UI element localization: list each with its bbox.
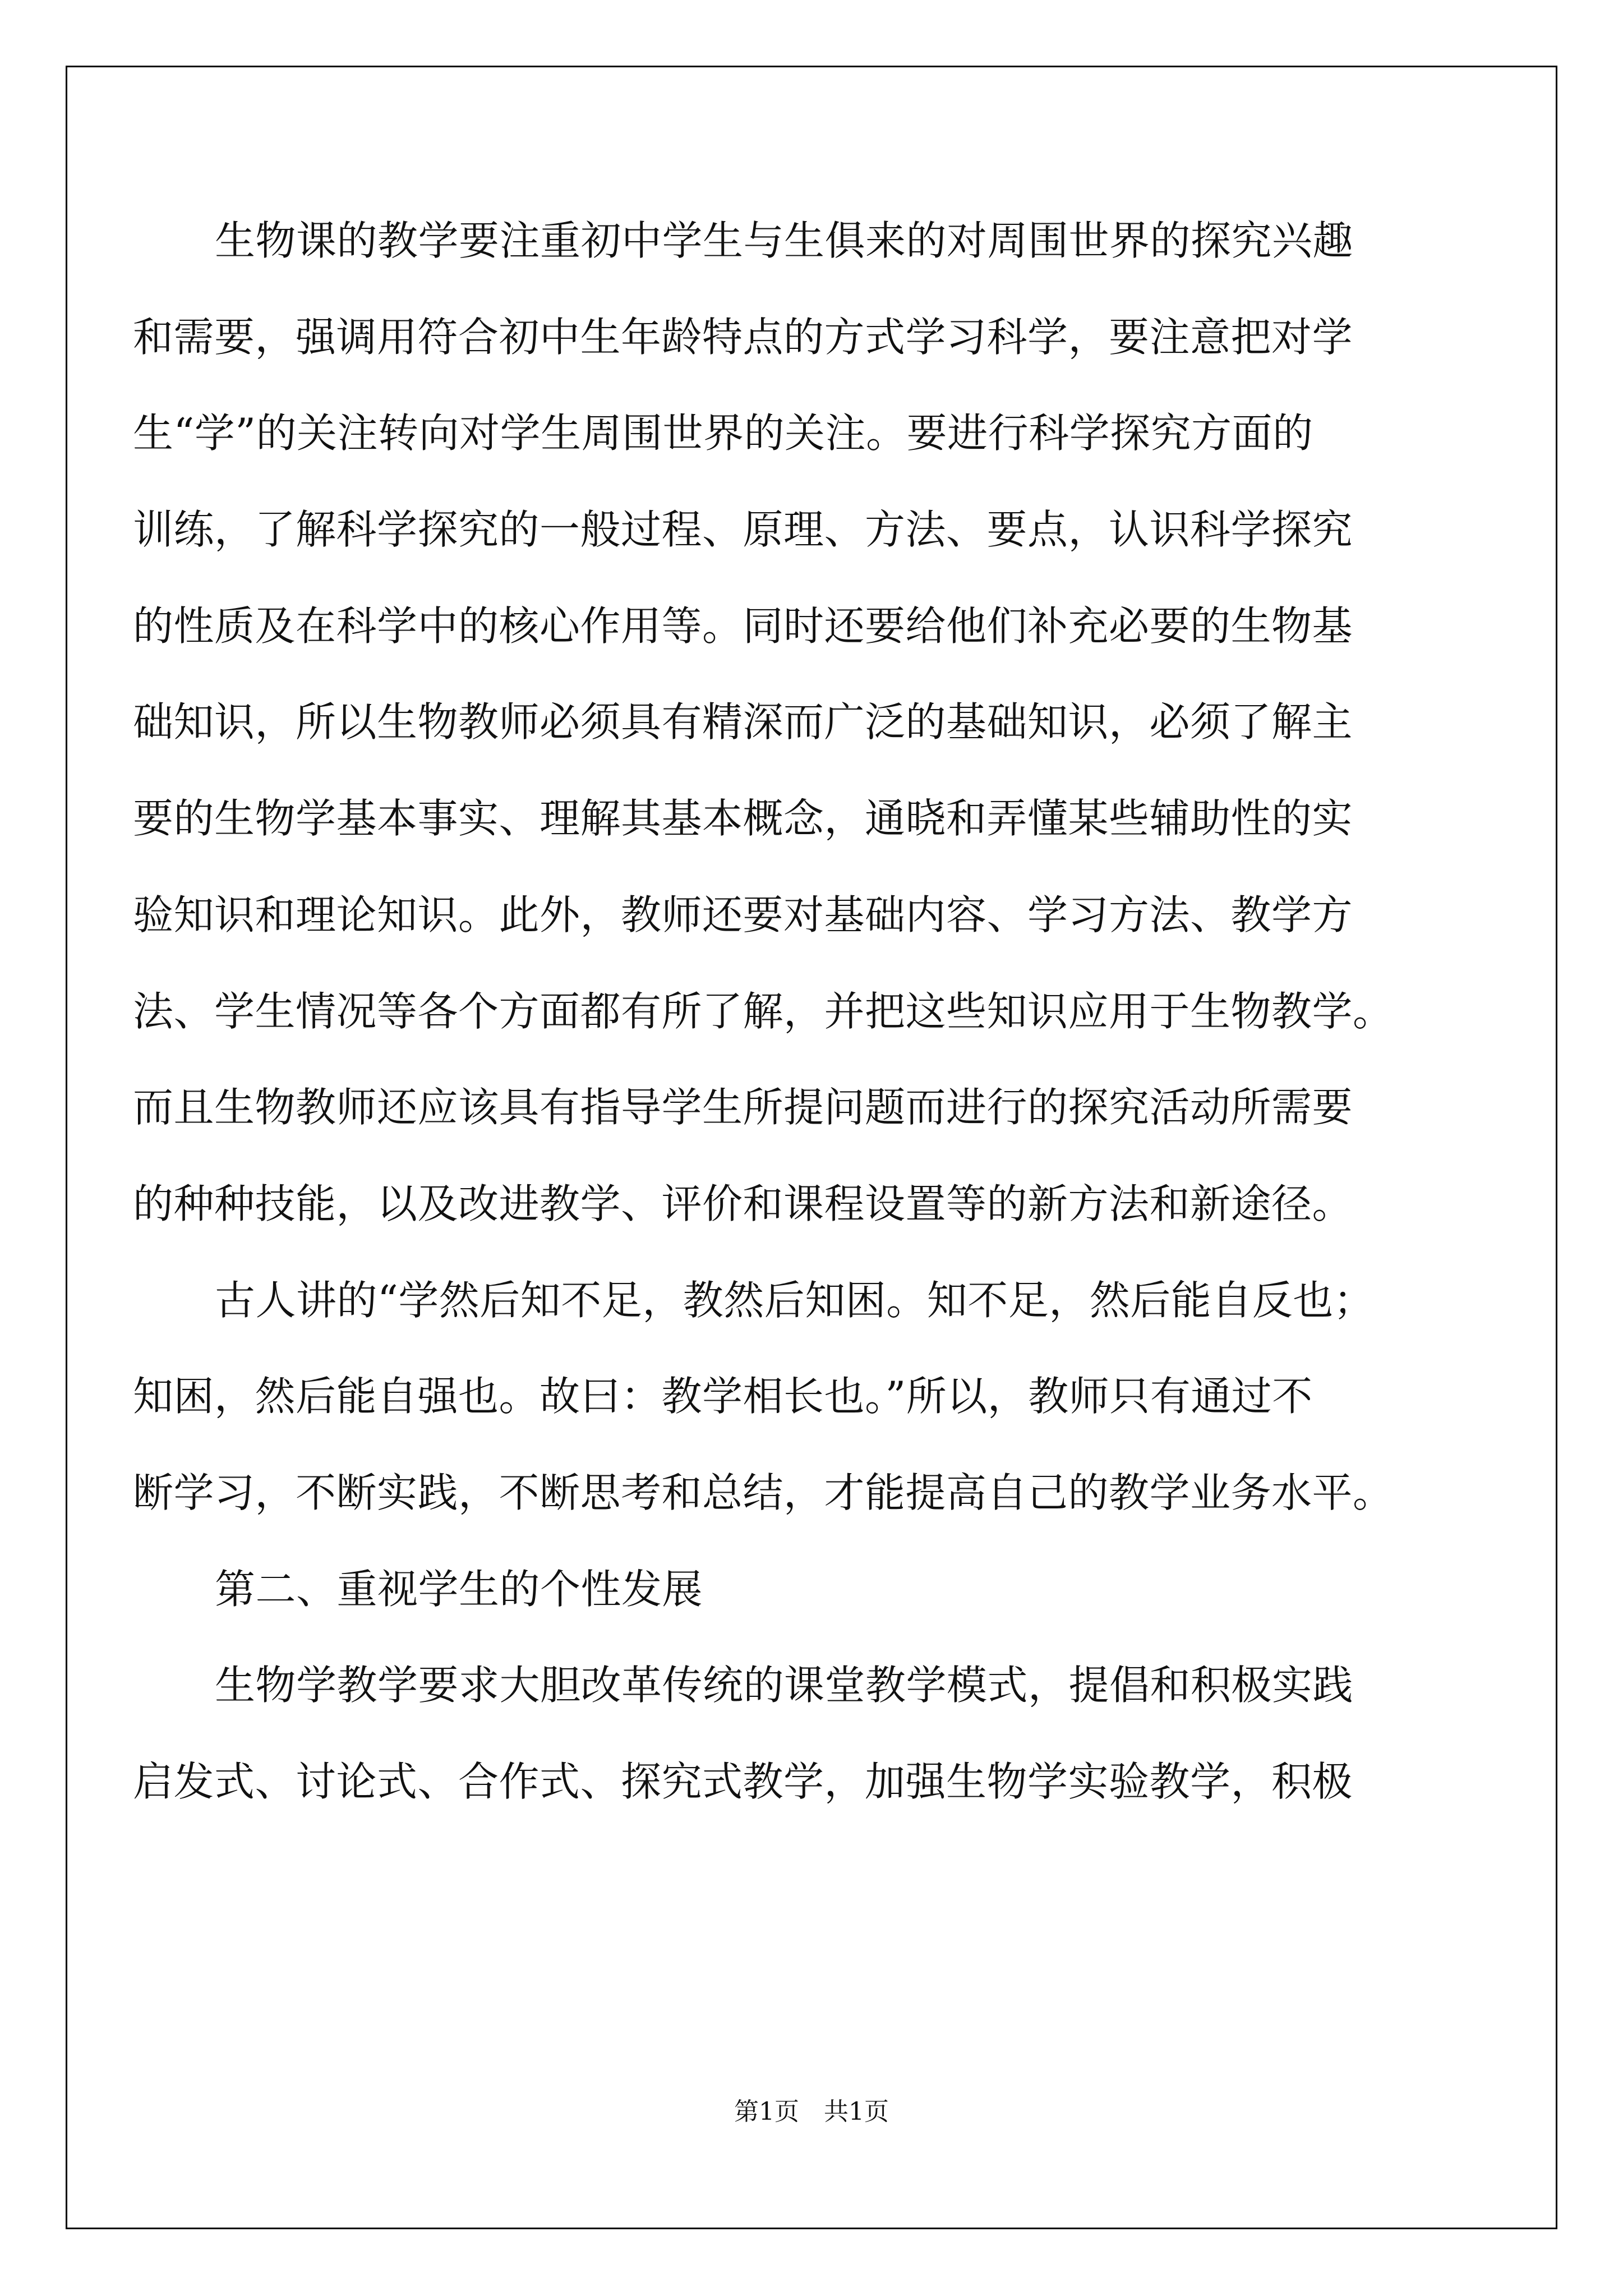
- text-line: 启发式、讨论式、合作式、探究式教学，加强生物学实验教学，积极: [133, 1758, 1353, 1805]
- text-line: 础知识，所以生物教师必须具有精深而广泛的基础知识，必须了解主: [133, 698, 1353, 746]
- text-line: 而且生物教师还应该具有指导学生所提问题而进行的探究活动所需要: [133, 1084, 1353, 1131]
- text-line: 知困，然后能自强也。故曰：教学相长也。”所以，教师只有通过不: [133, 1373, 1313, 1420]
- text-line: 验知识和理论知识。此外，教师还要对基础内容、学习方法、教学方: [133, 891, 1353, 938]
- text-line: 的种种技能，以及改进教学、评价和课程设置等的新方法和新途径。: [133, 1180, 1353, 1227]
- text-line: 生“学”的关注转向对学生周围世界的关注。要进行科学探究方面的: [133, 409, 1313, 457]
- text-line: 要的生物学基本事实、理解其基本概念，通晓和弄懂某些辅助性的实: [133, 795, 1353, 843]
- text-line: 生物课的教学要注重初中学生与生俱来的对周围世界的探究兴趣: [215, 217, 1354, 264]
- text-line: 法、学生情况等各个方面都有所了解，并把这些知识应用于生物教学。: [133, 987, 1394, 1035]
- text-line: 训练，了解科学探究的一般过程、原理、方法、要点，认识科学探究: [133, 506, 1353, 554]
- text-line: 古人讲的“学然后知不足，教然后知困。知不足，然后能自反也；: [215, 1276, 1375, 1324]
- document-body: [133, 193, 1490, 1830]
- text-line: 第二、重视学生的个性发展: [215, 1565, 703, 1613]
- text-line: 生物学教学要求大胆改革传统的课堂教学模式，提倡和积极实践: [215, 1662, 1354, 1709]
- page-footer: 第1页 共1页: [734, 2097, 889, 2126]
- text-line: 的性质及在科学中的核心作用等。同时还要给他们补充必要的生物基: [133, 602, 1353, 650]
- text-line: 断学习，不断实践，不断思考和总结，才能提高自己的教学业务水平。: [133, 1469, 1394, 1516]
- text-line: 和需要，强调用符合初中生年龄特点的方式学习科学，要注意把对学: [133, 313, 1353, 361]
